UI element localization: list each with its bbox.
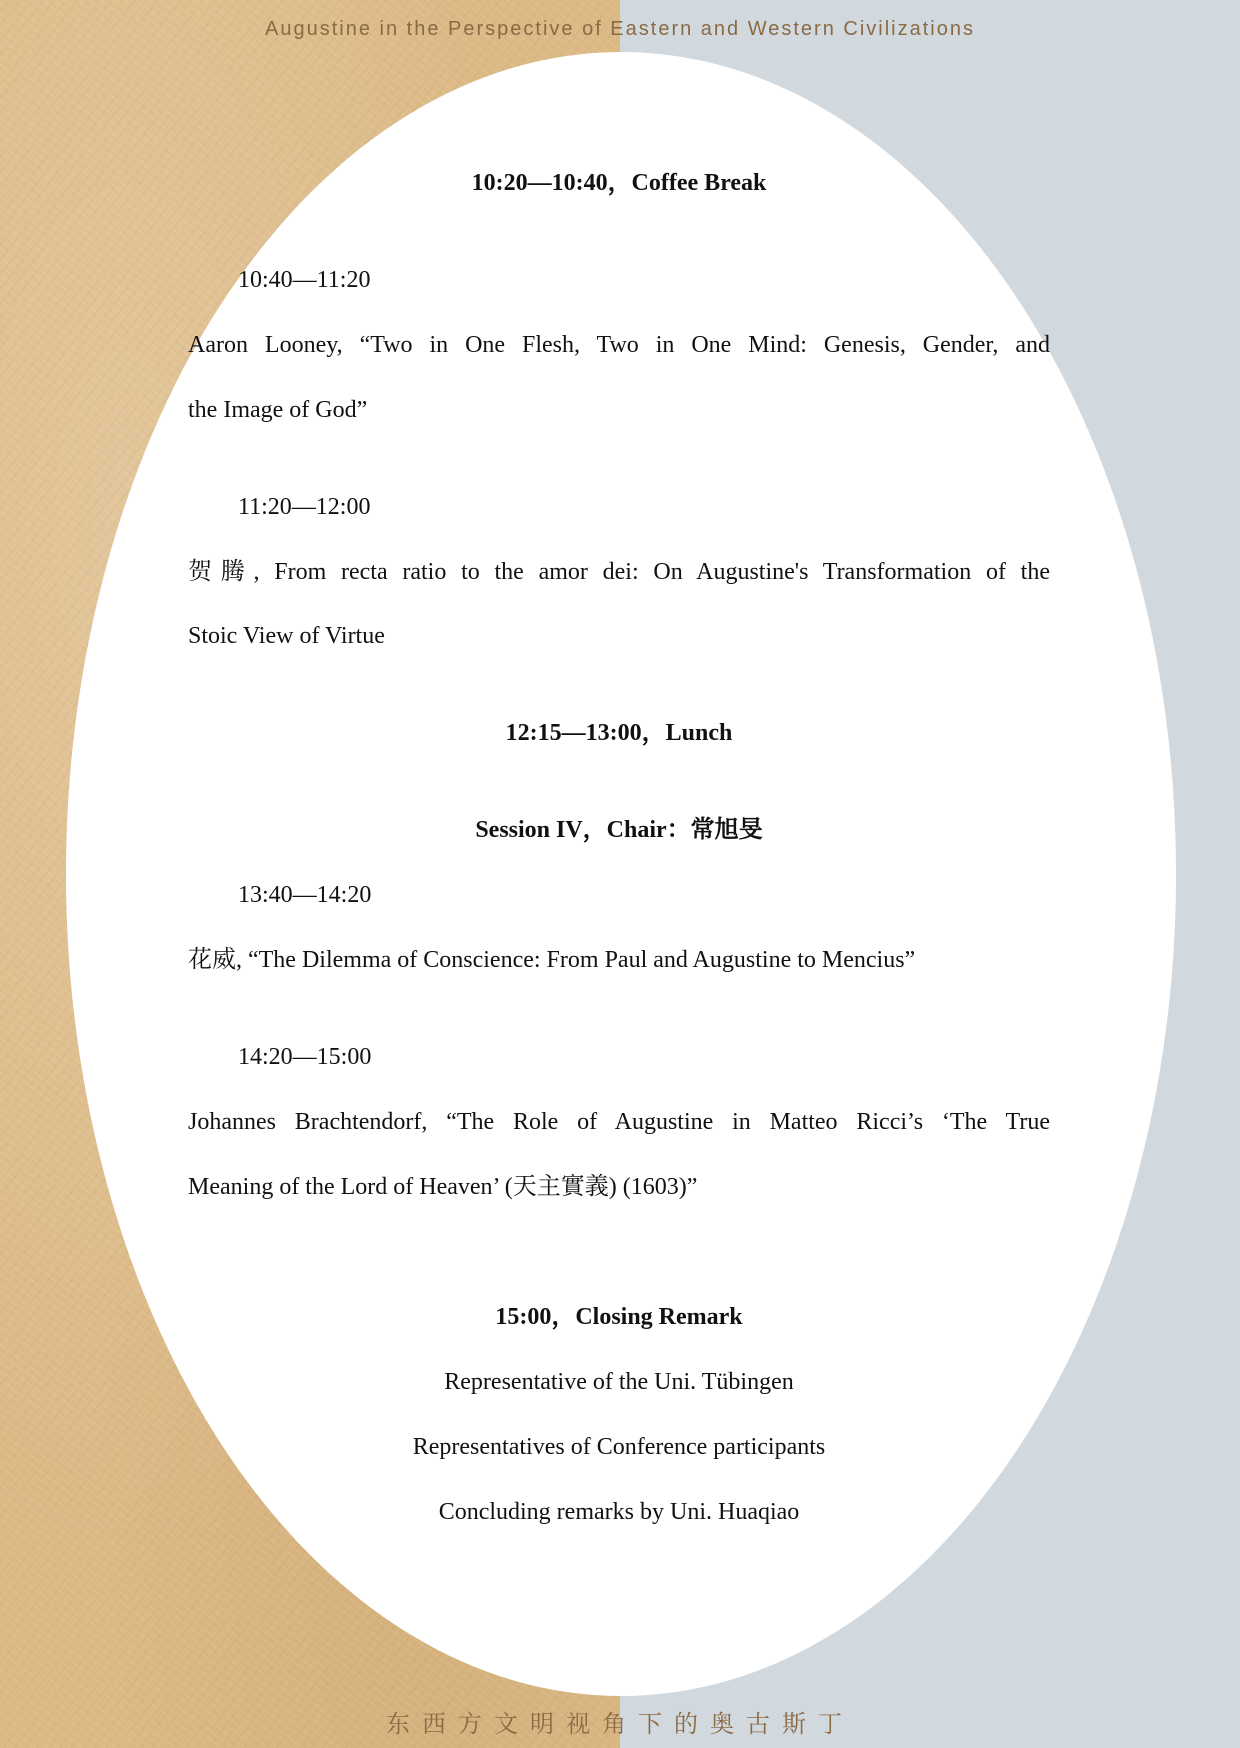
closing-item-1: Representative of the Uni. Tübingen bbox=[444, 1369, 794, 1395]
footer-title: 东西方文明视角下的奥古斯丁 bbox=[386, 1710, 854, 1738]
talk2-time: 11:20—12:00 bbox=[238, 494, 371, 520]
talk3-title-line1: 花威, “The Dilemma of Conscience: From Paul and Augustine to Mencius” bbox=[188, 947, 916, 973]
talk4-title-line1: Johannes Brachtendorf, “The Role of Augustine in Matteo Ricci’s ‘The True bbox=[188, 1109, 1050, 1135]
talk2-title-line1: 贺腾, From recta ratio to the amor dei: On Augustine's Transformation of the bbox=[188, 559, 1050, 585]
lunch-heading: 12:15—13:00，Lunch bbox=[505, 720, 733, 746]
header-title: Augustine in the Perspective of Eastern and Western Civilizations bbox=[265, 18, 975, 40]
closing-heading: 15:00，Closing Remark bbox=[495, 1304, 743, 1330]
talk3-time: 13:40—14:20 bbox=[238, 882, 372, 908]
talk1-time: 10:40—11:20 bbox=[238, 267, 371, 293]
talk1-title-line1: Aaron Looney, “Two in One Flesh, Two in One Mind: Genesis, Gender, and bbox=[188, 332, 1050, 358]
talk1-title-line2: the Image of God” bbox=[188, 397, 368, 423]
closing-item-2: Representatives of Conference participants bbox=[412, 1434, 826, 1460]
coffee-break-heading: 10:20—10:40，Coffee Break bbox=[471, 170, 767, 196]
talk2-title-line2: Stoic View of Virtue bbox=[188, 623, 385, 649]
talk4-title-line2: Meaning of the Lord of Heaven’ (天主實義) (1603)” bbox=[188, 1174, 698, 1200]
session4-heading: Session IV，Chair：常旭旻 bbox=[475, 817, 763, 843]
talk4-time: 14:20—15:00 bbox=[238, 1044, 372, 1070]
closing-item-3: Concluding remarks by Uni. Huaqiao bbox=[438, 1499, 800, 1525]
